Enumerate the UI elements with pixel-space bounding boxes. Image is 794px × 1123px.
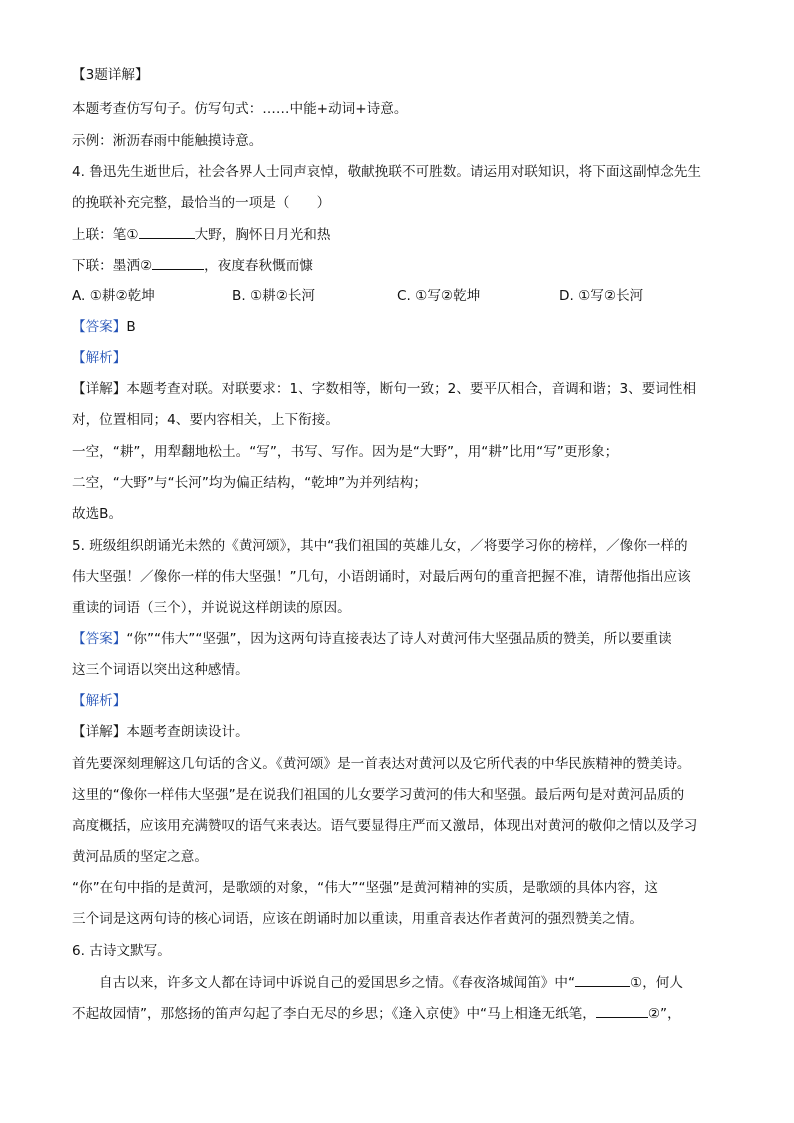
q5-answer-line: 这三个词语以突出这种感情。	[72, 662, 249, 678]
q5-paragraph-line: 高度概括，应该用充满赞叹的语气来表达。语气要显得庄严而又激昂，体现出对黄河的敬仰之情以及学习	[72, 818, 698, 834]
q4-conclusion: 故选B。	[72, 506, 123, 522]
option-a: A. ①耕②乾坤	[72, 288, 155, 304]
q5-analysis-tag: 【解析】	[72, 693, 127, 709]
detail-text: 本题考查对联。对联要求：1、字数相等，断句一致；2、要平仄相合，音调和谐；3、要词性相	[126, 381, 697, 397]
q5-stem-line: 5. 班级组织朗诵光未然的《黄河颂》，其中“我们祖国的英雄儿女，／将要学习你的榜样，／像你一样的	[72, 538, 688, 554]
detail-tag: 【详解】	[72, 381, 127, 397]
q6-line-text: ②”，	[647, 1006, 681, 1022]
q4-stem-line: 的挽联补充完整，最恰当的一项是（ ）	[72, 195, 331, 211]
q5-paragraph-line: “你”在句中指的是黄河，是歌颂的对象，“伟大”“坚强”是黄河精神的实质，是歌颂的具体内容，这	[72, 880, 659, 896]
option-b: B. ①耕②长河	[232, 288, 316, 304]
detail-text: 本题考查朗读设计。	[126, 724, 249, 740]
couplet-lower	[72, 256, 722, 275]
q5-paragraph-line: 三个词是这两句诗的核心词语，应该在朗诵时加以重读，用重音表达作者黄河的强烈赞美之情。	[72, 911, 643, 927]
q5-stem-line: 伟大坚强！／像你一样的伟大坚强！”几句，小语朗诵时，对最后两句的重音把握不准，请帮他指出应该	[72, 569, 691, 585]
blank-1	[139, 225, 195, 239]
q6-line-text: 自古以来，许多文人都在诗词中诉说自己的爱国思乡之情。《春夜洛城闻笛》中“	[99, 975, 576, 991]
q5-paragraph-line: 这里的“像你一样伟大坚强”是在说我们祖国的儿女要学习黄河的伟大和坚强。最后两句是对黄河品质的	[72, 787, 685, 803]
q5-paragraph-line: 首先要深刻理解这几句话的含义。《黄河颂》是一首表达对黄河以及它所代表的中华民族精神的赞美诗。	[72, 756, 691, 772]
couplet-upper-suffix: 大野，胸怀日月光和热	[194, 227, 331, 243]
q6-line-text: ①，何人	[630, 975, 683, 991]
q3-example-line: 示例：淅沥春雨中能触摸诗意。	[72, 133, 263, 149]
q3-detail-line: 本题考查仿写句子。仿写句式：……中能+动词+诗意。	[72, 101, 408, 117]
q5-stem-line: 重读的词语（三个），并说说这样朗读的原因。	[72, 600, 351, 616]
q5-paragraph-line: 黄河品质的坚定之意。	[72, 849, 208, 865]
q6-stem: 6. 古诗文默写。	[72, 943, 171, 959]
q4-answer	[72, 318, 722, 336]
q4-analysis-tag: 【解析】	[72, 350, 127, 366]
option-d: D. ①写②长河	[559, 288, 644, 304]
q6-line-text: 不起故园情”，那悠扬的笛声勾起了李白无尽的乡思；《逢入京使》中“马上相逢无纸笔，	[72, 1006, 596, 1022]
q3-detail-header: 【3题详解】	[72, 67, 149, 83]
detail-tag: 【详解】	[72, 724, 127, 740]
q4-blank1-explanation: 一空，“耕”，用犁翻地松土。“写”，书写、写作。因为是“大野”，用“耕”比用“写”更形象；	[72, 444, 619, 460]
q5-detail-line	[72, 723, 722, 741]
couplet-lower-suffix: ，夜度春秋慨而慷	[204, 258, 313, 274]
couplet-upper	[72, 225, 722, 244]
q4-detail-line: 对，位置相同；4、要内容相关，上下衔接。	[72, 412, 339, 428]
answer-text: “你”“伟大”“坚强”，因为这两句诗直接表达了诗人对黄河伟大坚强品质的赞美，所以要重读	[126, 631, 672, 647]
couplet-lower-prefix: 下联：墨洒②	[72, 258, 153, 274]
couplet-upper-prefix: 上联：笔①	[72, 227, 139, 243]
answer-value: B	[126, 319, 136, 335]
blank-2	[596, 1004, 648, 1018]
q4-blank2-explanation: 二空，“大野”与“长河”均为偏正结构，“乾坤”为并列结构；	[72, 475, 427, 491]
q6-line	[72, 1004, 722, 1023]
q5-answer-line	[72, 630, 722, 648]
q4-stem-line: 4. 鲁迅先生逝世后，社会各界人士同声哀悼，敬献挽联不可胜数。请运用对联知识，将下面这副悼念先生	[72, 164, 702, 180]
answer-tag: 【答案】	[72, 319, 127, 335]
blank-2	[152, 256, 204, 270]
option-c: C. ①写②乾坤	[397, 288, 481, 304]
answer-tag: 【答案】	[72, 631, 127, 647]
q6-line	[99, 973, 722, 992]
blank-1	[575, 973, 630, 987]
q4-detail-line	[72, 380, 722, 398]
